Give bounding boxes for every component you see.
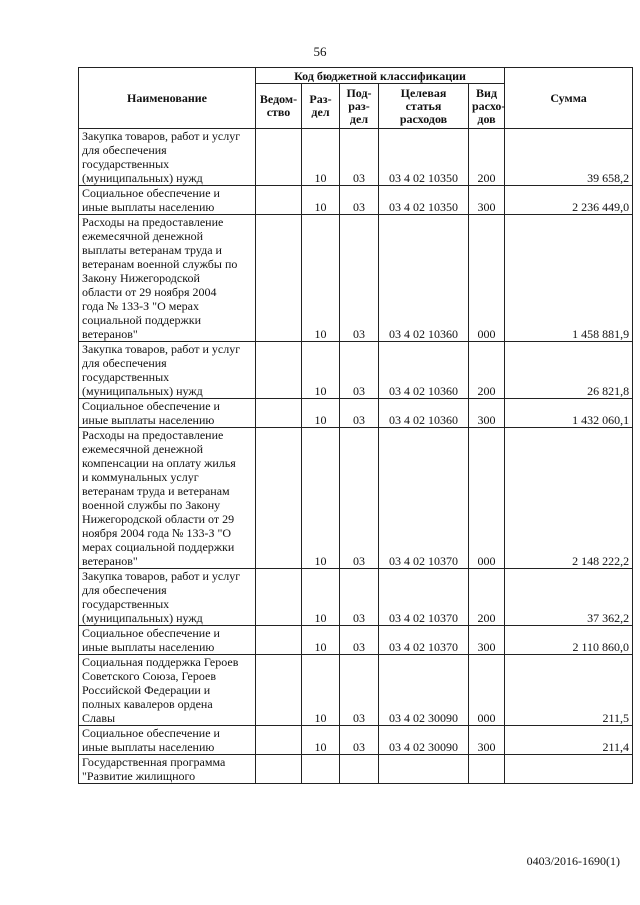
header-celevaya: Целевая статья расходов bbox=[379, 84, 469, 129]
cell-vedomstvo bbox=[256, 428, 302, 569]
cell-vedomstvo bbox=[256, 342, 302, 399]
cell-summa: 2 148 222,2 bbox=[505, 428, 633, 569]
header-vid: Вид расхо- дов bbox=[469, 84, 505, 129]
page-number: 56 bbox=[313, 44, 327, 59]
cell-vid: 200 bbox=[469, 129, 505, 186]
cell-vid: 300 bbox=[469, 186, 505, 215]
cell-name: Закупка товаров, работ и услуг для обеспечения государственных (муниципальных) нужд bbox=[79, 342, 256, 399]
cell-celevaya: 03 4 02 30090 bbox=[379, 726, 469, 755]
cell-razdel: 10 bbox=[302, 569, 340, 626]
cell-celevaya: 03 4 02 10360 bbox=[379, 399, 469, 428]
cell-summa: 37 362,2 bbox=[505, 569, 633, 626]
cell-podrazdel: 03 bbox=[340, 342, 379, 399]
cell-podrazdel: 03 bbox=[340, 129, 379, 186]
cell-podrazdel: 03 bbox=[340, 655, 379, 726]
table-header bbox=[79, 68, 633, 129]
cell-vid: 000 bbox=[469, 655, 505, 726]
table-row bbox=[79, 186, 633, 215]
cell-vid: 300 bbox=[469, 399, 505, 428]
cell-razdel: 10 bbox=[302, 129, 340, 186]
cell-summa: 39 658,2 bbox=[505, 129, 633, 186]
cell-razdel bbox=[302, 755, 340, 784]
cell-vedomstvo bbox=[256, 755, 302, 784]
table-row bbox=[79, 626, 633, 655]
cell-vedomstvo bbox=[256, 129, 302, 186]
cell-celevaya: 03 4 02 10350 bbox=[379, 129, 469, 186]
header-vedomstvo: Ведом- ство bbox=[256, 84, 302, 129]
cell-podrazdel: 03 bbox=[340, 726, 379, 755]
cell-summa: 1 432 060,1 bbox=[505, 399, 633, 428]
cell-summa: 26 821,8 bbox=[505, 342, 633, 399]
cell-razdel: 10 bbox=[302, 726, 340, 755]
cell-celevaya: 03 4 02 10350 bbox=[379, 186, 469, 215]
cell-name: Государственная программа "Развитие жилищного bbox=[79, 755, 256, 784]
header-classification-group: Код бюджетной классификации bbox=[256, 68, 505, 84]
cell-celevaya: 03 4 02 10360 bbox=[379, 215, 469, 342]
table-row bbox=[79, 129, 633, 186]
cell-vedomstvo bbox=[256, 726, 302, 755]
cell-name: Социальное обеспечение и иные выплаты населению bbox=[79, 399, 256, 428]
budget-table bbox=[78, 67, 633, 784]
cell-name: Социальное обеспечение и иные выплаты населению bbox=[79, 726, 256, 755]
cell-name: Социальное обеспечение и иные выплаты населению bbox=[79, 186, 256, 215]
cell-razdel: 10 bbox=[302, 215, 340, 342]
cell-vedomstvo bbox=[256, 569, 302, 626]
cell-razdel: 10 bbox=[302, 342, 340, 399]
cell-vid bbox=[469, 755, 505, 784]
cell-vid: 200 bbox=[469, 569, 505, 626]
table-row bbox=[79, 569, 633, 626]
cell-podrazdel: 03 bbox=[340, 186, 379, 215]
cell-razdel: 10 bbox=[302, 655, 340, 726]
cell-vid: 300 bbox=[469, 726, 505, 755]
table-row bbox=[79, 755, 633, 784]
table-row bbox=[79, 726, 633, 755]
header-row-group bbox=[79, 68, 633, 84]
cell-razdel: 10 bbox=[302, 186, 340, 215]
cell-name: Закупка товаров, работ и услуг для обеспечения государственных (муниципальных) нужд bbox=[79, 129, 256, 186]
cell-name: Социальная поддержка Героев Советского Союза, Героев Российской Федерации и полных кавалеров ордена Славы bbox=[79, 655, 256, 726]
cell-name: Социальное обеспечение и иные выплаты населению bbox=[79, 626, 256, 655]
cell-vedomstvo bbox=[256, 186, 302, 215]
cell-celevaya: 03 4 02 10370 bbox=[379, 428, 469, 569]
table-row bbox=[79, 399, 633, 428]
cell-name: Расходы на предоставление ежемесячной денежной компенсации на оплату жилья и коммунальных услуг ветеранам труда и ветеранам военной службы по Закону Нижегородской области от 29 ноября 2004 года № 133-З "О мерах социальной поддержки ветеранов" bbox=[79, 428, 256, 569]
cell-vedomstvo bbox=[256, 626, 302, 655]
table-row bbox=[79, 655, 633, 726]
cell-razdel: 10 bbox=[302, 428, 340, 569]
header-summa: Сумма bbox=[505, 68, 633, 129]
header-name: Наименование bbox=[79, 68, 256, 129]
header-razdel: Раз- дел bbox=[302, 84, 340, 129]
cell-vid: 000 bbox=[469, 428, 505, 569]
header-podrazdel: Под- раз- дел bbox=[340, 84, 379, 129]
cell-vid: 000 bbox=[469, 215, 505, 342]
table-body bbox=[79, 129, 633, 784]
cell-podrazdel: 03 bbox=[340, 569, 379, 626]
cell-summa: 1 458 881,9 bbox=[505, 215, 633, 342]
cell-summa bbox=[505, 755, 633, 784]
cell-celevaya bbox=[379, 755, 469, 784]
cell-vedomstvo bbox=[256, 399, 302, 428]
cell-razdel: 10 bbox=[302, 399, 340, 428]
table-row bbox=[79, 342, 633, 399]
cell-podrazdel: 03 bbox=[340, 215, 379, 342]
cell-name: Расходы на предоставление ежемесячной денежной выплаты ветеранам труда и ветеранам военной службы по Закону Нижегородской области от 29 ноября 2004 года № 133-З "О мерах социальной поддержки ветеранов" bbox=[79, 215, 256, 342]
table-row bbox=[79, 215, 633, 342]
cell-razdel: 10 bbox=[302, 626, 340, 655]
cell-summa: 211,4 bbox=[505, 726, 633, 755]
cell-podrazdel: 03 bbox=[340, 399, 379, 428]
cell-summa: 2 236 449,0 bbox=[505, 186, 633, 215]
cell-podrazdel: 03 bbox=[340, 428, 379, 569]
document-code: 0403/2016-1690(1) bbox=[526, 854, 620, 868]
cell-celevaya: 03 4 02 10360 bbox=[379, 342, 469, 399]
cell-celevaya: 03 4 02 10370 bbox=[379, 569, 469, 626]
cell-celevaya: 03 4 02 30090 bbox=[379, 655, 469, 726]
cell-podrazdel bbox=[340, 755, 379, 784]
cell-summa: 211,5 bbox=[505, 655, 633, 726]
cell-name: Закупка товаров, работ и услуг для обеспечения государственных (муниципальных) нужд bbox=[79, 569, 256, 626]
cell-vid: 300 bbox=[469, 626, 505, 655]
table-row bbox=[79, 428, 633, 569]
cell-celevaya: 03 4 02 10370 bbox=[379, 626, 469, 655]
cell-vedomstvo bbox=[256, 215, 302, 342]
cell-vid: 200 bbox=[469, 342, 505, 399]
cell-podrazdel: 03 bbox=[340, 626, 379, 655]
cell-summa: 2 110 860,0 bbox=[505, 626, 633, 655]
cell-vedomstvo bbox=[256, 655, 302, 726]
